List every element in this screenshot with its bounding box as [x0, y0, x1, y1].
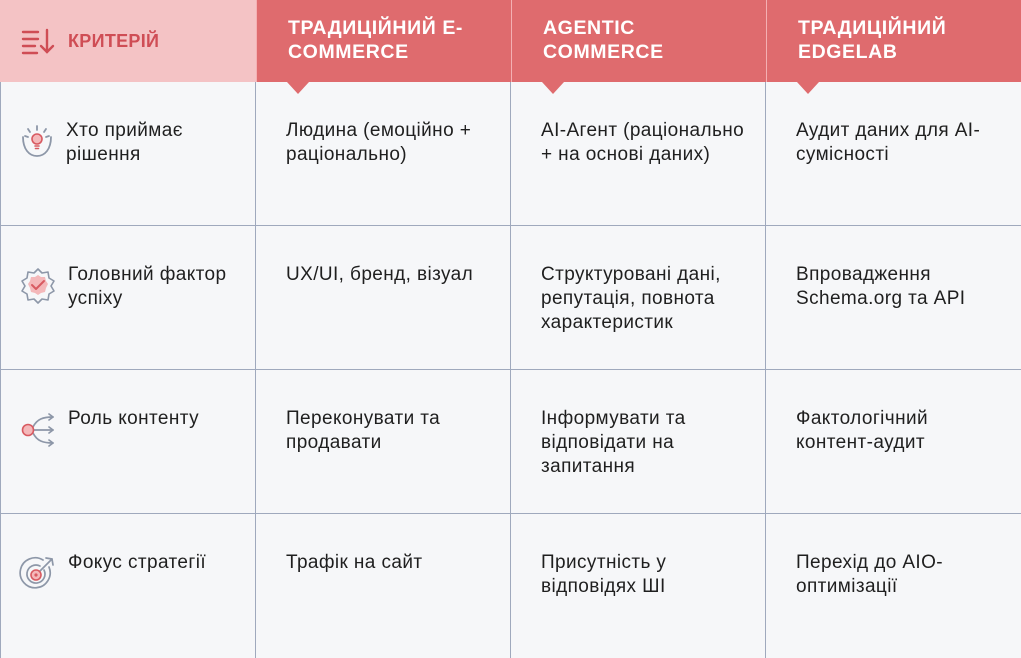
col-title-agentic: AGENTIC COMMERCE	[543, 17, 664, 63]
table-cell-edgelab: Перехід до AIO-оптимізації	[766, 514, 1021, 658]
table-cell-agentic: Інформувати та відповідати на запитання	[511, 370, 766, 514]
criterion-label: Фокус стратегії	[68, 552, 207, 573]
header-col-agentic	[511, 0, 766, 82]
header-col-traditional	[256, 0, 511, 82]
target-arrow-icon	[19, 555, 57, 593]
sort-list-icon	[21, 27, 55, 55]
criteria-heading: КРИТЕРІЙ	[68, 30, 160, 51]
criterion-label: Головний фактор успіху	[68, 264, 227, 309]
table-cell-edgelab: Аудит даних для AI-сумісності	[766, 82, 1021, 226]
table-cell-edgelab: Впровадження Schema.org та API	[766, 226, 1021, 370]
header-col-edgelab	[766, 0, 1021, 82]
col-title-edgelab: ТРАДИЦІЙНИЙ EDGELAB	[798, 17, 947, 63]
table-cell-agentic: Присутність у відповідях ШІ	[511, 514, 766, 658]
table-row-criterion	[0, 226, 256, 370]
table-cell-traditional: Переконувати та продавати	[256, 370, 511, 514]
table-row-criterion	[0, 82, 256, 226]
head-bulb-icon	[19, 123, 55, 159]
table-row-criterion	[0, 370, 256, 514]
header-criteria	[0, 0, 256, 82]
criterion-label: Роль контенту	[68, 408, 200, 429]
table-cell-agentic: Структуровані дані, репутація, повнота характеристик	[511, 226, 766, 370]
badge-check-icon	[19, 267, 57, 305]
table-cell-traditional: Людина (емоційно + раціонально)	[256, 82, 511, 226]
header-notch	[542, 82, 564, 94]
table-cell-edgelab: Фактологічний контент-аудит	[766, 370, 1021, 514]
table-cell-agentic: AI-Агент (раціонально + на основі даних)	[511, 82, 766, 226]
header-notch	[797, 82, 819, 94]
criterion-label: Хто приймає рішення	[66, 120, 183, 165]
table-cell-traditional: Трафік на сайт	[256, 514, 511, 658]
table-row-criterion	[0, 514, 256, 658]
col-title-traditional: ТРАДИЦІЙНИЙ E-COMMERCE	[288, 17, 464, 63]
table-cell-traditional: UX/UI, бренд, візуал	[256, 226, 511, 370]
branch-arrows-icon	[19, 411, 57, 449]
header-notch	[287, 82, 309, 94]
